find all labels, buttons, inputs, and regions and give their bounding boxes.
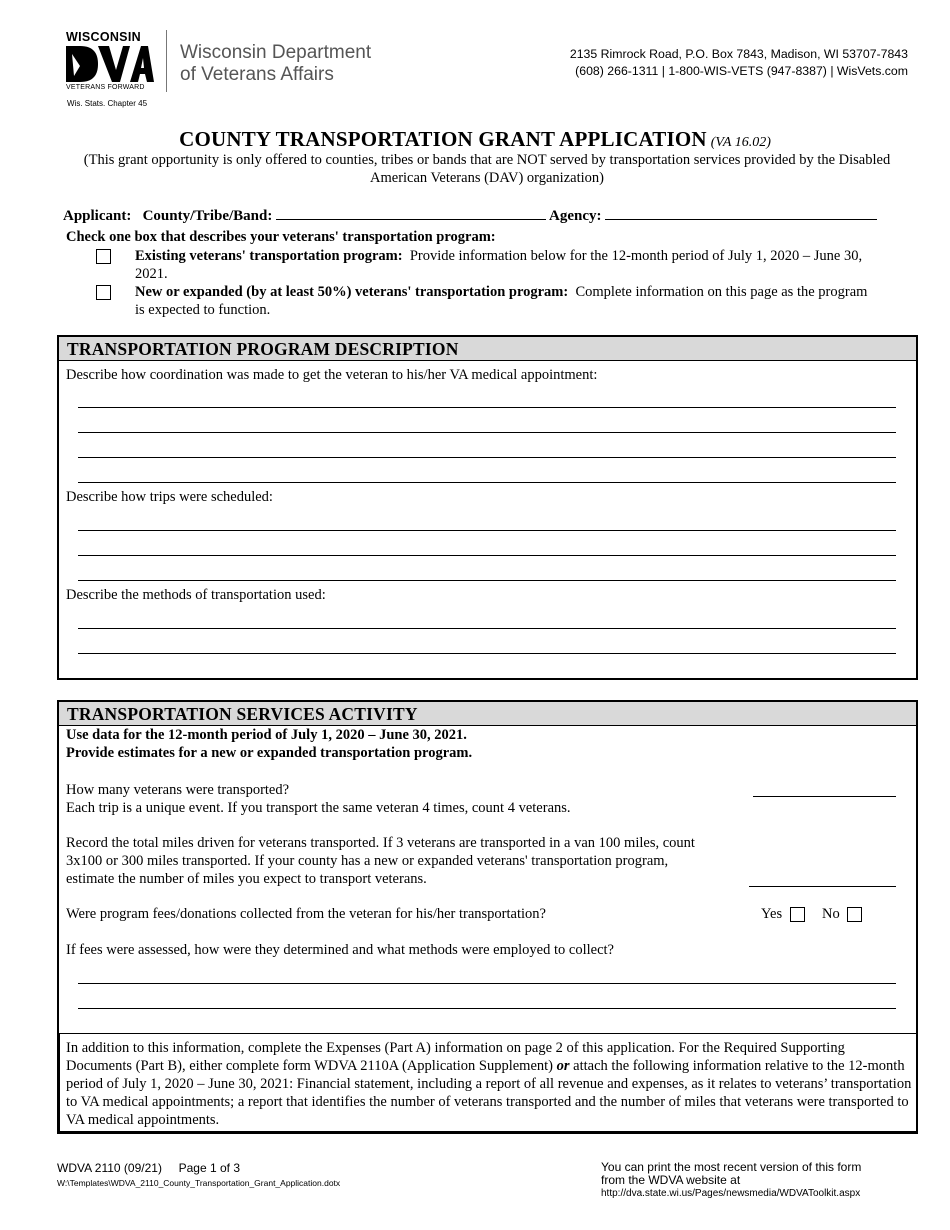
coordination-question: Describe how coordination was made to get the veteran to his/her VA medical appointment:	[66, 367, 598, 383]
activity-estimate-instruction: Provide estimates for a new or expanded transportation program.	[66, 745, 473, 761]
coordination-answer-line[interactable]	[78, 482, 896, 483]
fees-method-question: If fees were assessed, how were they determined and what methods were employed to collect?	[66, 942, 614, 958]
scheduling-answer-line[interactable]	[78, 580, 896, 581]
existing-program-label: Existing veterans' transportation program:	[135, 248, 403, 264]
county-field[interactable]	[276, 205, 546, 220]
new-program-checkbox[interactable]	[96, 285, 111, 300]
existing-program-option	[135, 247, 873, 283]
miles-question: Record the total miles driven for veterans transported. If 3 veterans are transported in a van 100 miles, count 3x100 or 300 miles transported. If your county has a new or expanded veterans' transportation program, estimate the number of miles you expect to transport veterans.	[66, 835, 695, 887]
agency-label: Agency:	[549, 208, 602, 224]
supporting-docs-text-b: attach the following information relative to the 12-month period of July 1, 2020 – June 30, 2021: Financial statement, including a report of all revenue and expenses, as it relates to veterans’ transportation to VA medical appointments; a report that identifies the number of veterans transported and the number of miles that veterans were transported to VA medical appointments.	[66, 1058, 912, 1128]
form-id: WDVA 2110 (09/21)	[57, 1161, 162, 1175]
contact-address	[570, 46, 908, 80]
department-name-line1: Wisconsin Department	[180, 42, 372, 63]
logo-divider	[166, 30, 167, 92]
services-activity-heading: TRANSPORTATION SERVICES ACTIVITY	[59, 702, 916, 726]
miles-field[interactable]	[749, 886, 896, 887]
applicant-line	[63, 205, 877, 225]
form-subtitle: (This grant opportunity is only offered to counties, tribes or bands that are NOT served by transportation services provided by the Disabled American Veterans (DAV) organization)	[83, 152, 891, 186]
supporting-docs-or: or	[556, 1058, 570, 1074]
veterans-count-question	[66, 781, 571, 817]
veterans-count-field[interactable]	[753, 796, 896, 797]
form-id-footer	[57, 1161, 240, 1175]
existing-program-checkbox[interactable]	[96, 249, 111, 264]
form-title-text: COUNTY TRANSPORTATION GRANT APPLICATION	[179, 127, 707, 151]
form-statute-code: (VA 16.02)	[710, 135, 771, 150]
new-program-option	[135, 283, 873, 319]
template-path: W:\Templates\WDVA_2110_County_Transportation_Grant_Application.dotx	[57, 1178, 341, 1188]
logo-tagline: VETERANS FORWARD	[66, 84, 145, 91]
fees-no-checkbox[interactable]	[847, 907, 862, 922]
fees-no-label: No	[822, 906, 840, 922]
coordination-answer-line[interactable]	[78, 407, 896, 408]
program-description-heading: TRANSPORTATION PROGRAM DESCRIPTION	[59, 337, 916, 361]
veterans-count-question-line1: How many veterans were transported?	[66, 782, 290, 798]
new-program-label: New or expanded (by at least 50%) veterans' transportation program:	[135, 284, 569, 300]
methods-question: Describe the methods of transportation used:	[66, 587, 326, 603]
print-note-line1: You can print the most recent version of this form	[601, 1160, 862, 1174]
supporting-docs-note	[66, 1039, 912, 1129]
program-type-intro: Check one box that describes your veterans' transportation program:	[66, 229, 496, 245]
print-note	[601, 1161, 861, 1200]
scheduling-question: Describe how trips were scheduled:	[66, 489, 273, 505]
page-number: Page 1 of 3	[178, 1161, 241, 1175]
new-program-desc: Complete information on this page as the program is expected to function.	[135, 284, 868, 318]
print-note-line2: from the WDVA website at	[601, 1173, 741, 1187]
logo-state-text: WISCONSIN	[66, 30, 141, 44]
agency-field[interactable]	[605, 205, 877, 220]
supporting-docs-text-a: In addition to this information, complete the Expenses (Part A) information on page 2 of this application. For the Required Supporting Documents (Part B), either complete form WDVA 2110A (Application Supplement)	[66, 1040, 845, 1074]
fees-method-answer-line[interactable]	[78, 983, 896, 984]
coordination-answer-line[interactable]	[78, 432, 896, 433]
department-name	[180, 42, 371, 86]
fees-yes-checkbox[interactable]	[790, 907, 805, 922]
dva-logo	[64, 44, 154, 89]
dva-logo-mark	[64, 44, 154, 84]
fees-method-answer-line[interactable]	[78, 1008, 896, 1009]
coordination-answer-line[interactable]	[78, 457, 896, 458]
methods-answer-line[interactable]	[78, 653, 896, 654]
address-line: 2135 Rimrock Road, P.O. Box 7843, Madison, WI 53707-7843	[569, 47, 908, 61]
form-title	[60, 127, 890, 152]
county-label: County/Tribe/Band:	[142, 208, 273, 224]
existing-program-desc: Provide information below for the 12-month period of July 1, 2020 – June 30, 2021.	[135, 248, 863, 282]
scheduling-answer-line[interactable]	[78, 530, 896, 531]
phone-line: (608) 266-1311 | 1-800-WIS-VETS (947-8387) | WisVets.com	[575, 64, 908, 78]
activity-instructions	[66, 726, 472, 762]
department-name-line2: of Veterans Affairs	[180, 64, 334, 85]
activity-period-instruction: Use data for the 12-month period of July 1, 2020 – June 30, 2021.	[66, 727, 467, 743]
veterans-count-question-line2: Each trip is a unique event. If you transport the same veteran 4 times, count 4 veterans.	[66, 800, 571, 816]
fees-question: Were program fees/donations collected from the veteran for his/her transportation?	[66, 906, 546, 922]
methods-answer-line[interactable]	[78, 628, 896, 629]
applicant-label: Applicant:	[63, 208, 132, 224]
logo-statute: Wis. Stats. Chapter 45	[67, 99, 148, 108]
scheduling-answer-line[interactable]	[78, 555, 896, 556]
toolkit-link[interactable]: http://dva.state.wi.us/Pages/newsmedia/WDVAToolkit.aspx	[601, 1188, 861, 1199]
fees-yes-label: Yes	[761, 906, 783, 922]
